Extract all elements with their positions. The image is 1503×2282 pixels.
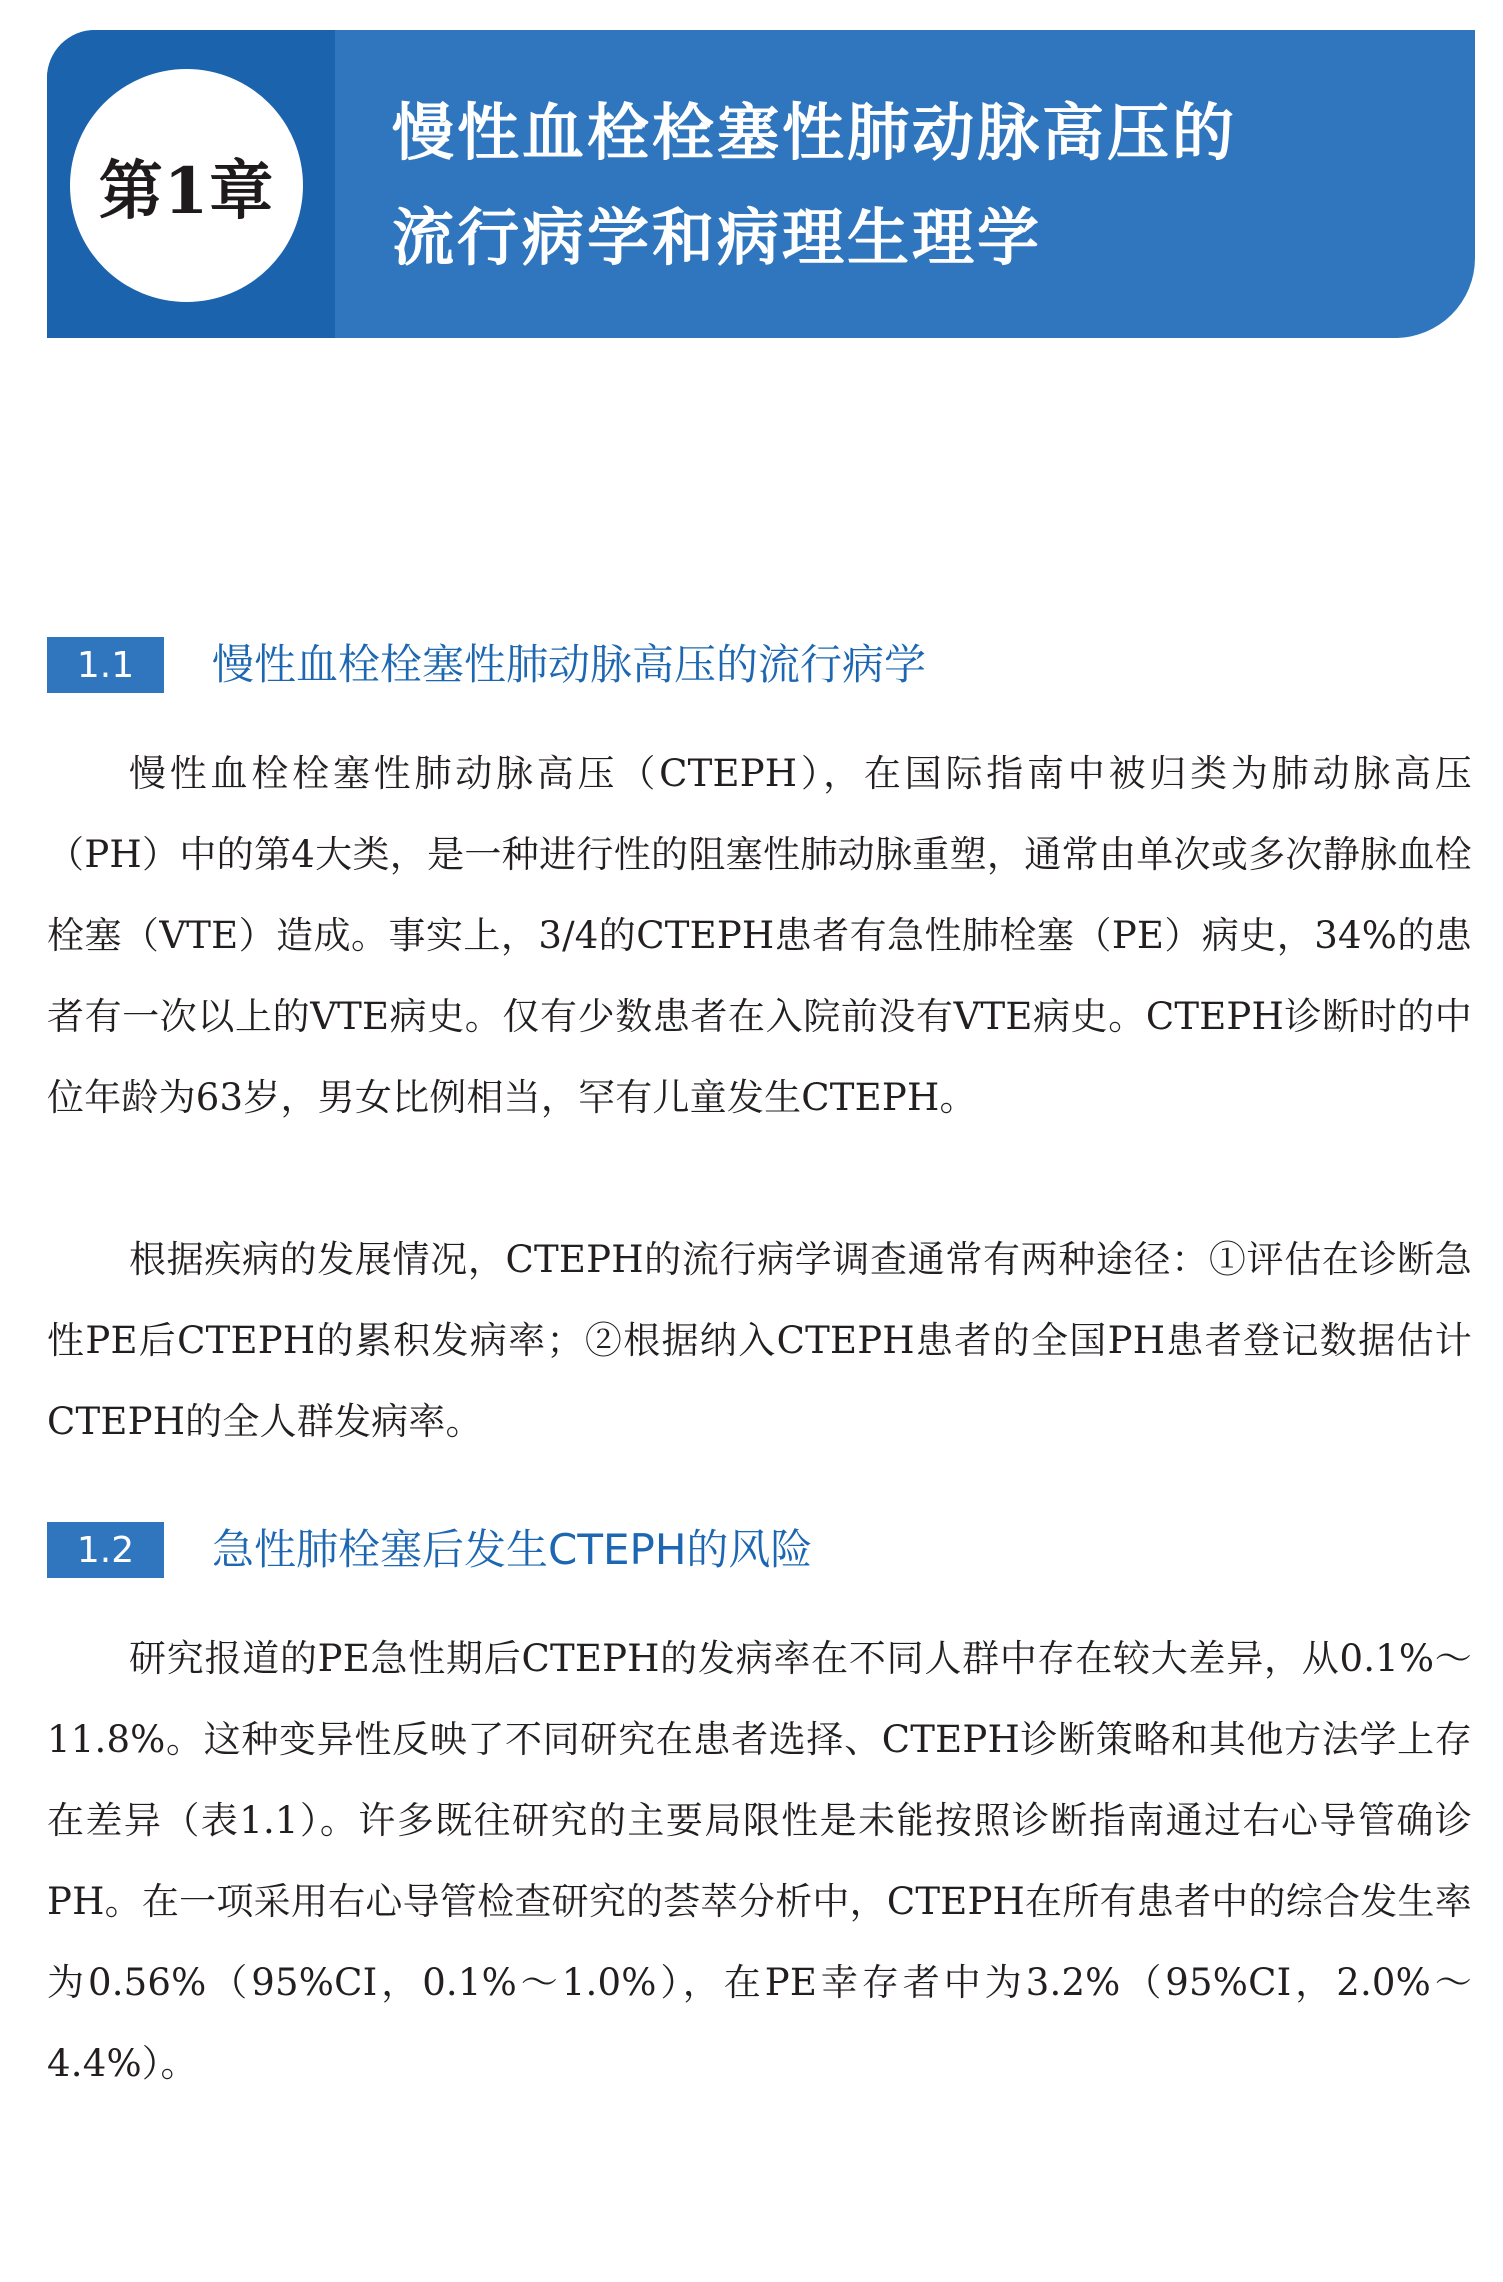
chapter-title-line-2: 流行病学和病理生理学 — [392, 201, 1043, 274]
chapter-number-badge — [70, 69, 303, 302]
section-title: 慢性血栓栓塞性肺动脉高压的流行病学 — [212, 640, 927, 689]
chapter-number: 第1章 — [98, 153, 275, 229]
chapter-title — [392, 80, 1452, 290]
body-paragraph: 慢性血栓栓塞性肺动脉高压（CTEPH），在国际指南中被归类为肺动脉高压（PH）中的第4大类，是一种进行性的阻塞性肺动脉重塑，通常由单次或多次静脉血栓栓塞（VTE）造成。事实上，3/4的CTEPH患者有急性肺栓塞（PE）病史，34%的患者有一次以上的VTE病史。仅有少数患者在入院前没有VTE病史。CTEPH诊断时的中位年龄为63岁，男女比例相当，罕有儿童发生CTEPH。 — [47, 752, 1472, 1119]
chapter-banner — [47, 30, 1475, 338]
section-heading-1-1 — [47, 637, 1467, 693]
body-paragraph: 研究报道的PE急性期后CTEPH的发病率在不同人群中存在较大差异，从0.1%～11.8%。这种变异性反映了不同研究在患者选择、CTEPH诊断策略和其他方法学上存在差异（表1.1）。许多既往研究的主要局限性是未能按照诊断指南通过右心导管确诊PH。在一项采用右心导管检查研究的荟萃分析中，CTEPH在所有患者中的综合发生率为0.56%（95%CI，0.1%～1.0%），在PE幸存者中为3.2%（95%CI，2.0%～4.4%）。 — [47, 1637, 1472, 2085]
section-title: 急性肺栓塞后发生CTEPH的风险 — [212, 1525, 813, 1574]
section-number-badge: 1.1 — [47, 637, 164, 693]
section-number-badge: 1.2 — [47, 1522, 164, 1578]
body-paragraph: 根据疾病的发展情况，CTEPH的流行病学调查通常有两种途径：①评估在诊断急性PE后CTEPH的累积发病率；②根据纳入CTEPH患者的全国PH患者登记数据估计CTEPH的全人群发病率。 — [47, 1238, 1472, 1443]
section-heading-1-2 — [47, 1522, 1467, 1578]
chapter-title-line-1: 慢性血栓栓塞性肺动脉高压的 — [392, 96, 1238, 169]
